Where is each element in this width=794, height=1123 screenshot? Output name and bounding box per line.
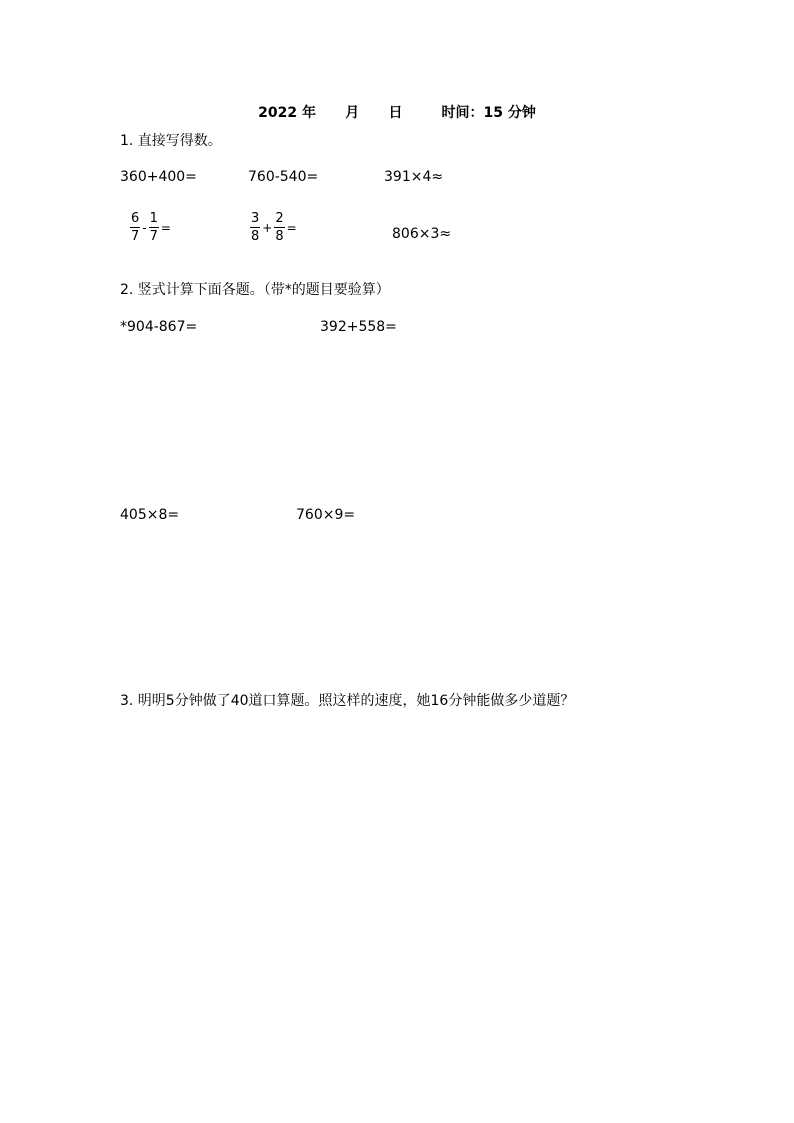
q1-fraction-expr-1	[130, 212, 173, 243]
numerator: 3	[251, 211, 260, 226]
q2-item-2: 392+558=	[320, 319, 397, 335]
equals-sign: =	[160, 220, 171, 235]
denominator: 8	[275, 229, 284, 244]
worksheet-header: 2022 年 月 日 时间：15 分钟	[258, 105, 536, 121]
q1-item-6: 806×3≈	[392, 226, 452, 242]
fraction	[250, 212, 260, 243]
q1-fraction-expr-2	[250, 212, 299, 243]
fraction	[130, 212, 140, 243]
q1-item-1: 360+400=	[120, 169, 197, 185]
q1-item-2: 760-540=	[248, 169, 319, 185]
operator: +	[262, 220, 273, 235]
q2-item-3: 405×8=	[120, 507, 180, 523]
q2-title: 2. 竖式计算下面各题。（带*的题目要验算）	[120, 282, 390, 298]
denominator: 8	[251, 229, 260, 244]
numerator: 6	[131, 211, 140, 226]
fraction	[149, 212, 159, 243]
q1-title: 1. 直接写得数。	[120, 133, 222, 149]
numerator: 1	[149, 211, 158, 226]
denominator: 7	[131, 229, 140, 244]
numerator: 2	[275, 211, 284, 226]
q1-item-3: 391×4≈	[384, 169, 444, 185]
denominator: 7	[149, 229, 158, 244]
equals-sign: =	[286, 220, 297, 235]
fraction	[274, 212, 284, 243]
q2-item-4: 760×9=	[296, 507, 356, 523]
q3-title: 3. 明明5分钟做了40道口算题。照这样的速度，她16分钟能做多少道题？	[120, 693, 575, 709]
q2-item-1: *904-867=	[120, 319, 198, 335]
operator: -	[142, 220, 147, 235]
